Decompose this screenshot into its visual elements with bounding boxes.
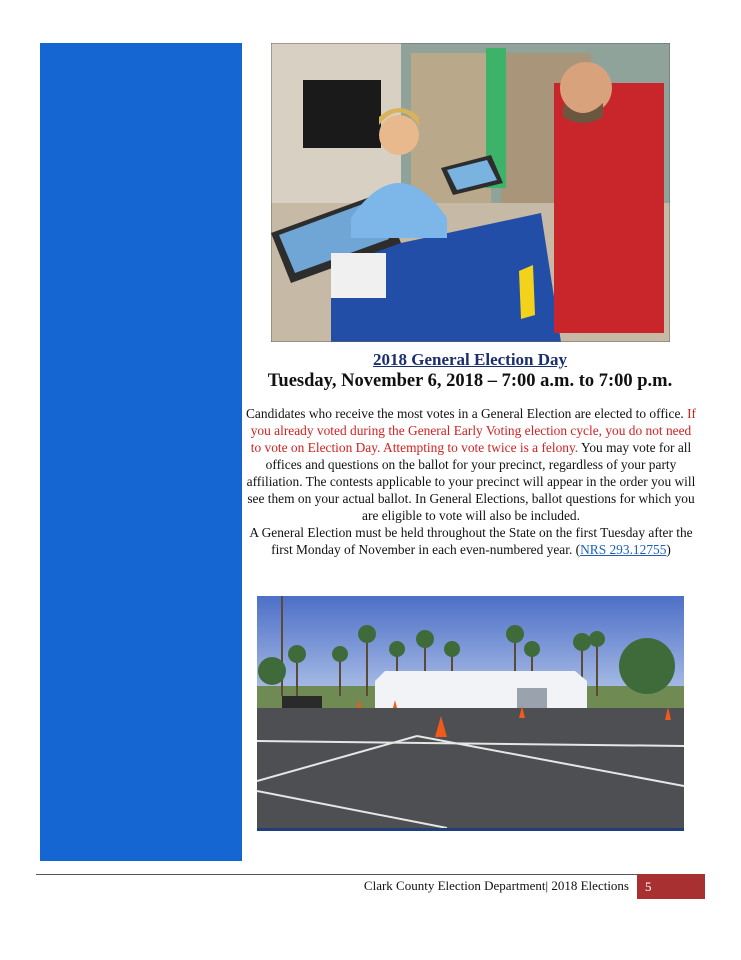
page-title: 2018 General Election Day bbox=[372, 350, 568, 369]
paragraph-schedule: A General Election must be held throughout the State on the first Tuesday after the first Monday of November in each even-numbered year. ( bbox=[249, 525, 693, 557]
photo-underline bbox=[257, 828, 684, 831]
paragraph-details: You may vote for all offices and questions on the ballot for your precinct, regardless of your party affiliation. The contests applicable to your precinct will appear in the order you will see them on your actual ballot. In General Elections, ballot questions for which you are eligible to vote will also be included. bbox=[246, 440, 696, 523]
footer-text: Clark County Election Department| 2018 Elections bbox=[363, 878, 629, 893]
footer-rule bbox=[36, 874, 704, 875]
photo-voting-machines bbox=[271, 43, 670, 342]
photo-polling-tent bbox=[257, 596, 684, 828]
body-text bbox=[246, 405, 696, 558]
election-date: Tuesday, November 6, 2018 – 7:00 a.m. to 7:00 p.m. bbox=[267, 371, 673, 391]
page-number: 5 bbox=[637, 874, 705, 899]
sidebar-band bbox=[40, 43, 242, 861]
warning-text: If you already voted during the General Early Voting election cycle, you do not need to vote on Election Day. Attempting to vote twice is a felony. bbox=[250, 406, 697, 455]
paragraph-intro: Candidates who receive the most votes in a General Election are elected to office. bbox=[246, 406, 688, 421]
paragraph-close: ) bbox=[666, 542, 671, 557]
nrs-link[interactable]: NRS 293.12755 bbox=[580, 542, 667, 557]
